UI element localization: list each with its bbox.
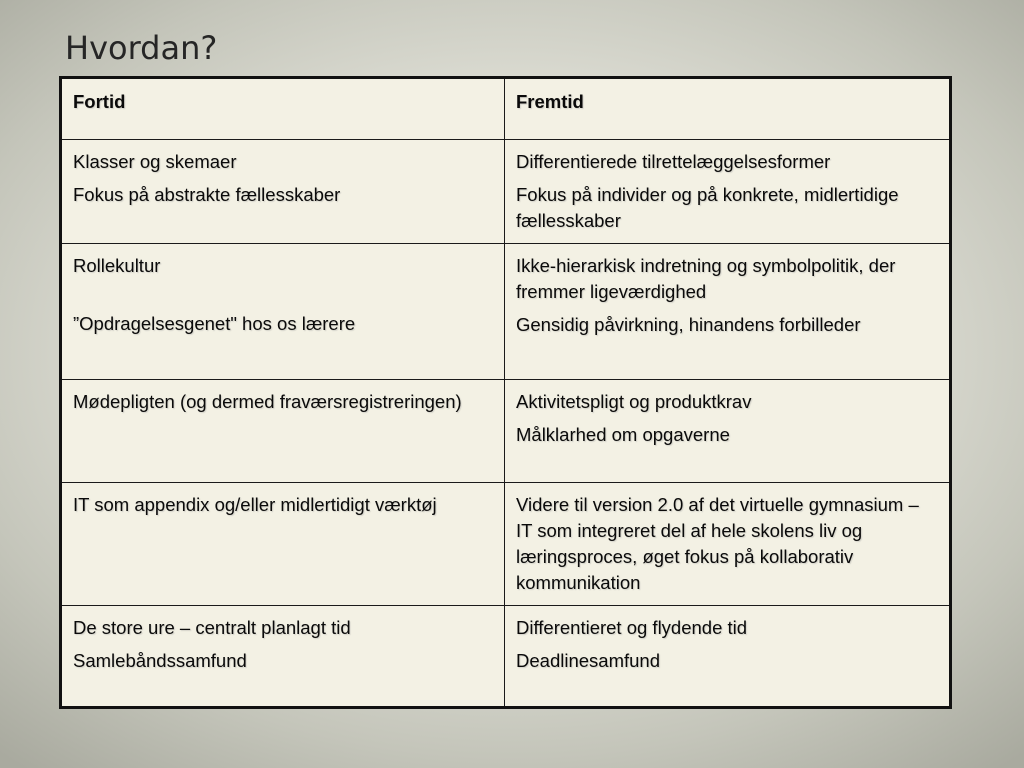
- cell-line: Differentierede tilrettelæggelsesformer: [516, 151, 831, 172]
- past-cell: [61, 483, 505, 606]
- future-cell: [505, 606, 951, 708]
- future-cell: [505, 140, 951, 244]
- slide-title: Hvordan?: [65, 29, 218, 67]
- cell-line: Rollekultur: [73, 255, 161, 276]
- past-cell: [61, 380, 505, 483]
- header-fremtid: Fremtid: [505, 78, 951, 140]
- table-row: [61, 140, 951, 244]
- past-cell: [61, 606, 505, 708]
- cell-line: ”Opdragelsesgenet" hos os lærere: [73, 313, 356, 334]
- table-row: [61, 606, 951, 708]
- cell-line: Klasser og skemaer: [73, 151, 237, 172]
- table-row: [61, 380, 951, 483]
- cell-line: Samlebåndssamfund: [73, 650, 247, 671]
- cell-line: Fokus på individer og på konkrete, midlertidige fællesskaber: [516, 184, 899, 231]
- table-header-row: [61, 78, 951, 140]
- cell-line: Mødepligten (og dermed fraværsregistreringen): [73, 391, 462, 412]
- past-cell: [61, 140, 505, 244]
- future-cell: [505, 483, 951, 606]
- cell-line: De store ure – centralt planlagt tid: [73, 617, 351, 638]
- comparison-table: [59, 76, 952, 709]
- cell-line: Gensidig påvirkning, hinandens forbilleder: [516, 314, 861, 335]
- cell-line: IT som appendix og/eller midlertidigt værktøj: [73, 494, 437, 515]
- cell-line: Deadlinesamfund: [516, 650, 660, 671]
- header-fortid: Fortid: [61, 78, 505, 140]
- cell-line: Ikke-hierarkisk indretning og symbolpolitik, der fremmer ligeværdighed: [516, 255, 896, 302]
- table-row: [61, 483, 951, 606]
- future-cell: [505, 380, 951, 483]
- cell-line: Aktivitetspligt og produktkrav: [516, 391, 752, 412]
- cell-line: Fokus på abstrakte fællesskaber: [73, 184, 341, 205]
- past-cell: [61, 244, 505, 380]
- future-cell: [505, 244, 951, 380]
- cell-line: Videre til version 2.0 af det virtuelle gymnasium – IT som integreret del af hele skolens liv og læringsproces, øget fokus på kollaborativ kommunikation: [516, 494, 919, 593]
- table-row: [61, 244, 951, 380]
- cell-line: Differentieret og flydende tid: [516, 617, 748, 638]
- cell-line: Målklarhed om opgaverne: [516, 424, 730, 445]
